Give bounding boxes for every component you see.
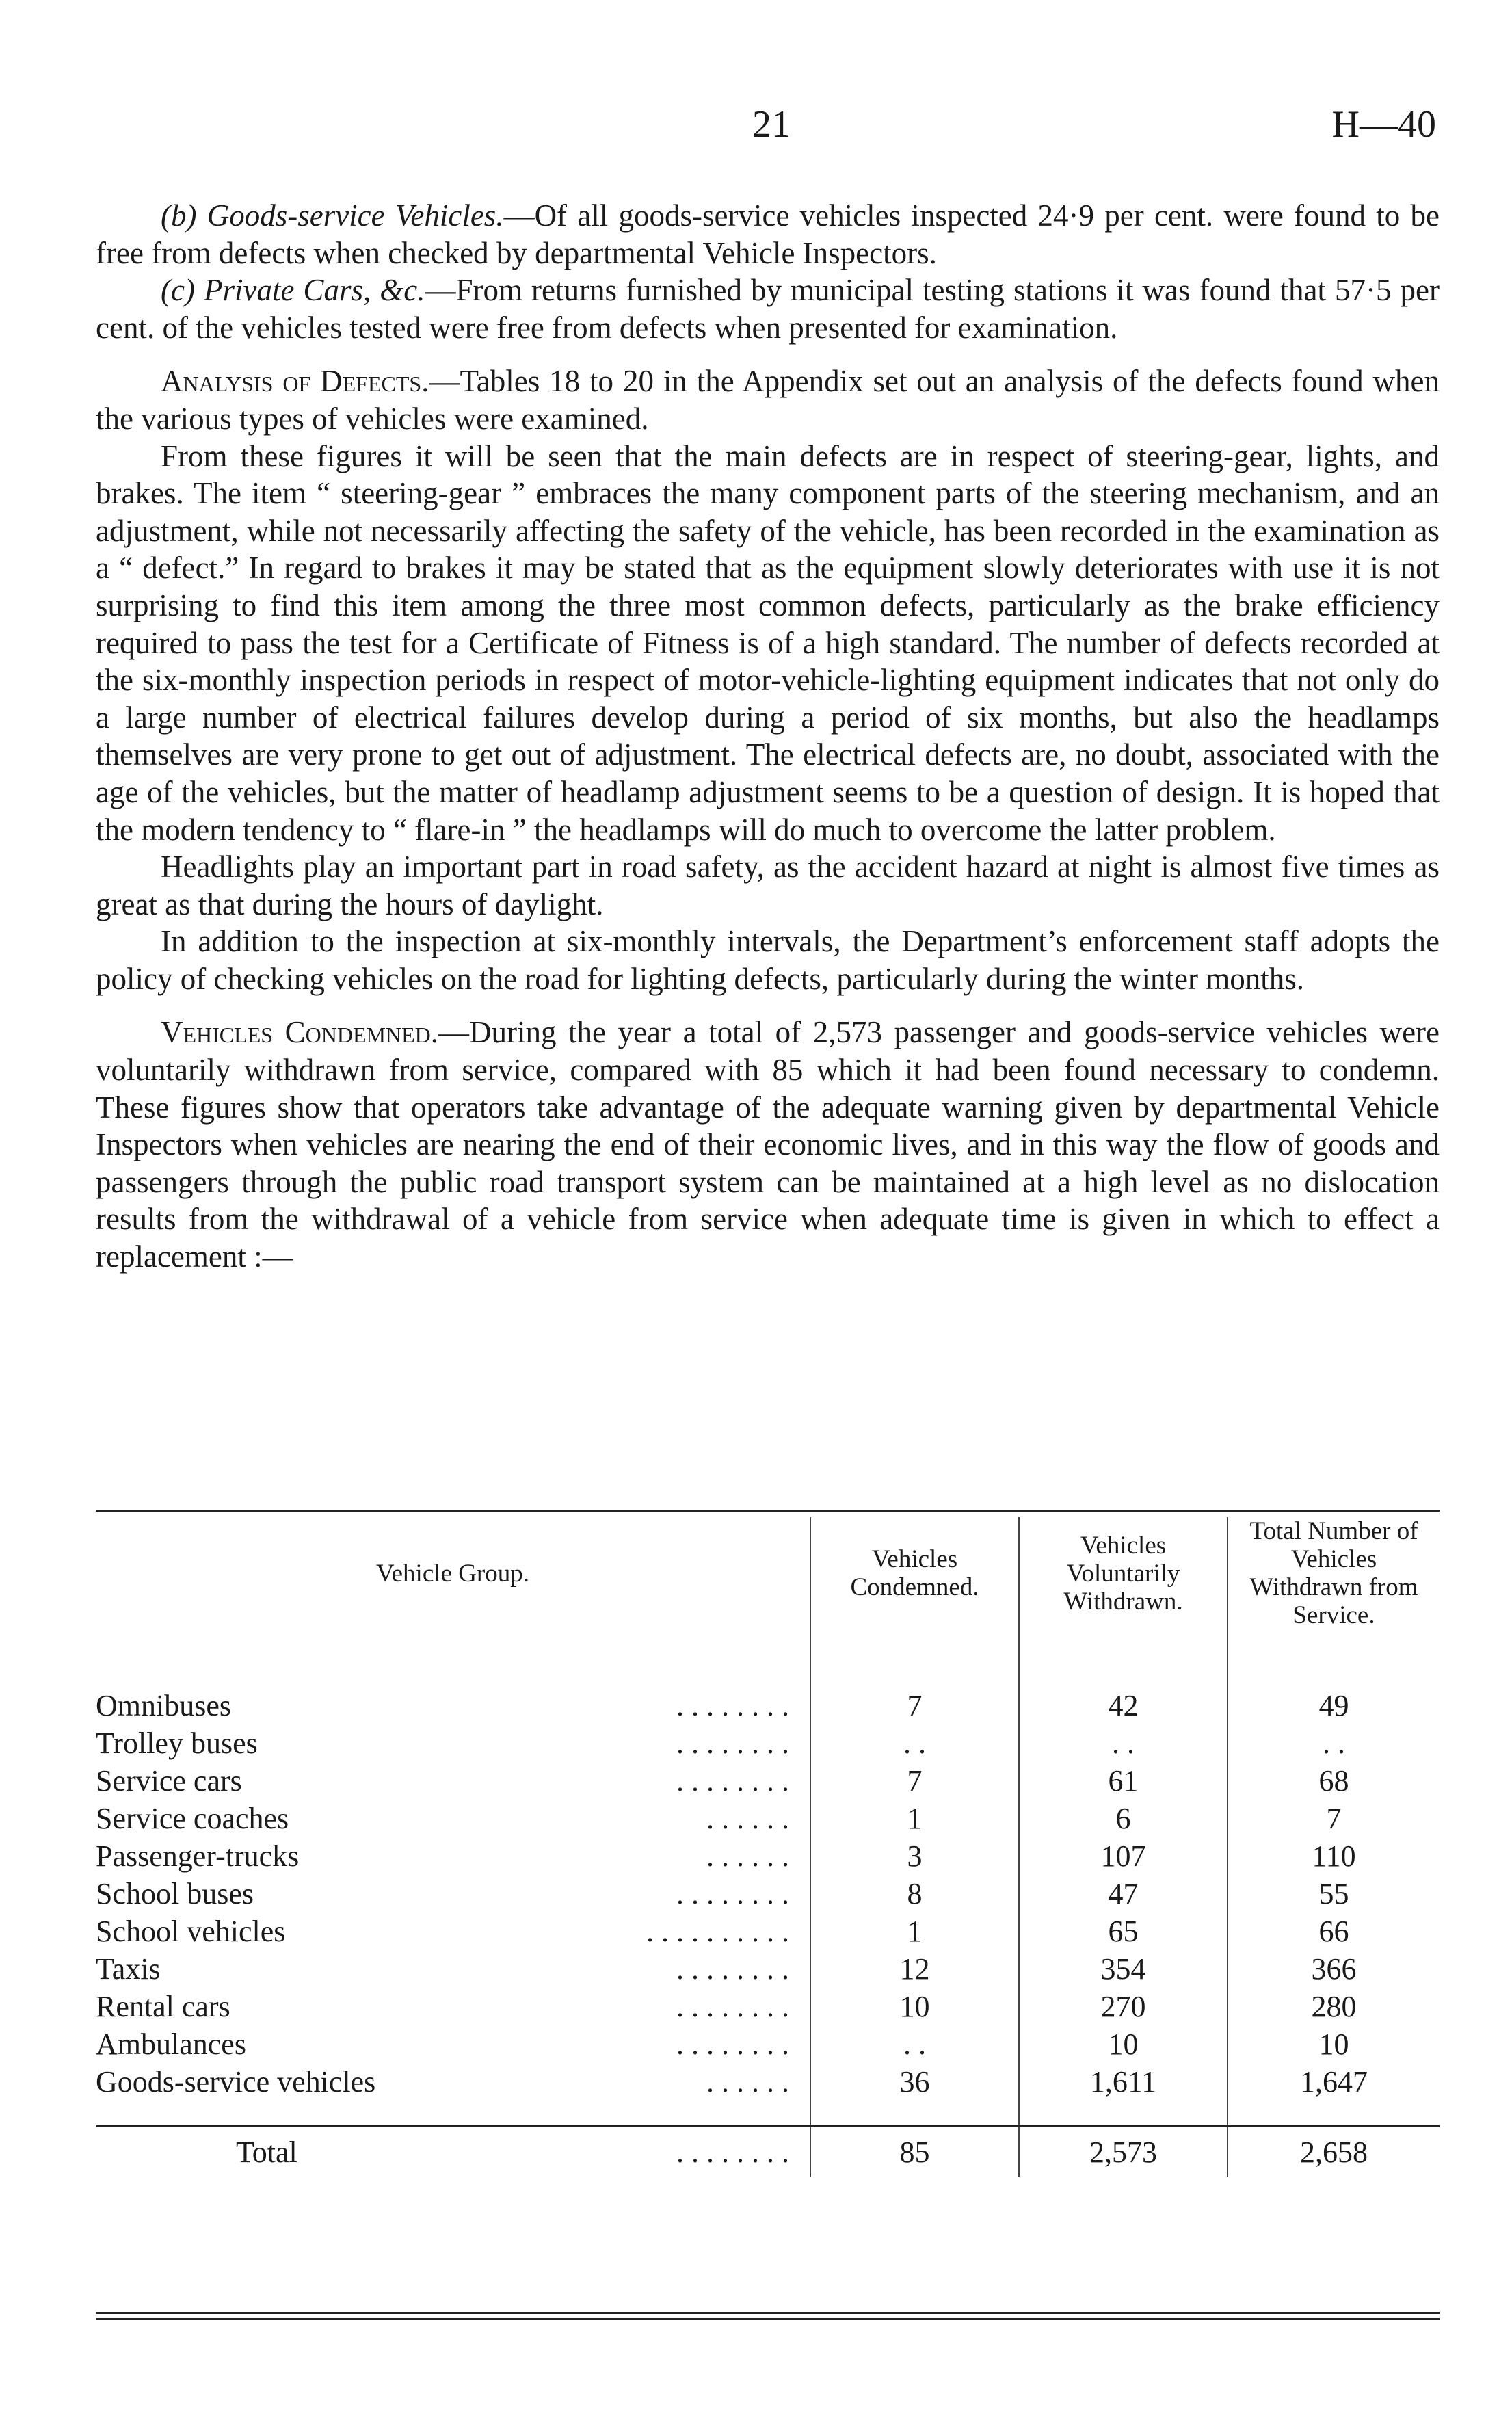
table-bottom-rule-inner	[96, 2318, 1440, 2320]
group-name: Passenger-trucks	[96, 1839, 300, 1873]
cell-total: 366	[1228, 1950, 1440, 1988]
vehicles-condemned-table	[96, 1517, 1440, 2177]
cell-group	[96, 1687, 810, 1724]
table-row	[96, 1837, 1440, 1875]
header-total-withdrawn: Total Number of Vehicles Withdrawn from Service.	[1228, 1517, 1440, 1629]
body-text	[96, 197, 1440, 1276]
cell-total: 280	[1228, 1988, 1440, 2025]
leader-dots: . . . . . .	[706, 1839, 789, 1873]
paragraph-text: —During the year a total of 2,573 passenger and goods-service vehicles were voluntarily withdrawn from service, compared with 85 which it had been found necessary to condemn. These figures show that operators take advantage of the adequate warning given by departmental Vehicle Inspectors when vehicles are nearing the end of their economic lives, and in this way the flow of goods and passengers through the public road transport system can be maintained at a high level as no dislocation results from the withdrawal of a vehicle from service when adequate time is given in which to effect a replacement :—	[96, 1015, 1440, 1274]
section-heading: Analysis of Defects.	[161, 364, 429, 399]
cell-condemned: 8	[810, 1875, 1019, 1913]
cell-total-withdrawn: 2,573	[1019, 2126, 1228, 2178]
leader-dots: . . . . . . . . . .	[646, 1915, 789, 1948]
group-name: Ambulances	[96, 2027, 246, 2061]
cell-withdrawn: 42	[1019, 1687, 1228, 1724]
table-spacer	[96, 1629, 1440, 1687]
table-row	[96, 1724, 1440, 1762]
leader-dots: . . . . . .	[706, 1802, 789, 1835]
cell-total-label	[96, 2126, 810, 2178]
group-name: Goods-service vehicles	[96, 2065, 376, 2099]
leader-dots: . . . . . . . .	[676, 1764, 789, 1798]
cell-group	[96, 2063, 810, 2101]
cell-withdrawn: . .	[1019, 1724, 1228, 1762]
header-vehicles-withdrawn: Vehicles Voluntarily Withdrawn.	[1019, 1517, 1228, 1629]
cell-withdrawn: 61	[1019, 1762, 1228, 1800]
table-row	[96, 1762, 1440, 1800]
paragraph-headlights: Headlights play an important part in road safety, as the accident hazard at night is almost five times as great as that during the hours of daylight.	[96, 850, 1440, 921]
cell-group	[96, 1988, 810, 2025]
table-row	[96, 1988, 1440, 2025]
group-name: Service cars	[96, 1764, 242, 1798]
cell-total: 7	[1228, 1800, 1440, 1837]
cell-group	[96, 1762, 810, 1800]
paragraph-private-cars	[96, 272, 1440, 346]
leader-dots: . . . . . .	[706, 2065, 789, 2099]
cell-total: 49	[1228, 1687, 1440, 1724]
paragraph-main-defects: From these figures it will be seen that the main defects are in respect of steering-gear, lights, and brakes. The item “ steering-gear ” embraces the many component parts of the steering mechanism, and an adjustment, while not necessarily affecting the safety of the vehicle, has been recorded in the examination as a “ defect.” In regard to brakes it may be stated that as the equipment slowly deteriorates with use it is not surprising to find this item among the three most common defects, particularly as the brake efficiency required to pass the test for a Certificate of Fitness is of a high standard. The number of defects recorded at the six-monthly inspection periods in respect of motor-vehicle-lighting equipment indicates that not only do a large number of electrical failures develop during a period of six months, but also the headlamps themselves are very prone to get out of adjustment. The electrical defects are, no doubt, associated with the age of the vehicles, but the matter of headlamp adjustment seems to be a question of design. It is hoped that the modern tendency to “ flare-in ” the headlamps will do much to overcome the latter problem.	[96, 438, 1440, 847]
page-header	[96, 103, 1436, 157]
leader-dots: . . . . . . . .	[676, 1990, 789, 2023]
cell-withdrawn: 6	[1019, 1800, 1228, 1837]
paragraph-analysis-of-defects	[96, 363, 1440, 437]
group-name: Rental cars	[96, 1990, 230, 2023]
group-name: Service coaches	[96, 1802, 289, 1835]
header-vehicle-group: Vehicle Group.	[376, 1559, 529, 1588]
cell-total: 55	[1228, 1875, 1440, 1913]
cell-condemned: 3	[810, 1837, 1019, 1875]
cell-group	[96, 2025, 810, 2063]
cell-condemned: 1	[810, 1800, 1019, 1837]
section-heading: Vehicles Condemned.	[161, 1015, 438, 1050]
cell-withdrawn: 65	[1019, 1913, 1228, 1950]
cell-condemned: 10	[810, 1988, 1019, 2025]
leader-dots: . . . . . . . .	[676, 1952, 789, 1986]
cell-group	[96, 1724, 810, 1762]
paragraph-vehicles-condemned	[96, 1014, 1440, 1275]
cell-total: 66	[1228, 1913, 1440, 1950]
cell-group	[96, 1837, 810, 1875]
group-name: Trolley buses	[96, 1726, 258, 1760]
group-name: School buses	[96, 1877, 254, 1910]
cell-total-condemned: 85	[810, 2126, 1019, 2178]
table-bottom-rule	[96, 2312, 1440, 2314]
paragraph-text: —Of all goods-service vehicles inspected 24·9 per cent. were found to be free from defects when checked by departmental Vehicle Inspectors.	[96, 198, 1440, 270]
cell-total: 110	[1228, 1837, 1440, 1875]
cell-withdrawn: 270	[1019, 1988, 1228, 2025]
cell-condemned: 36	[810, 2063, 1019, 2101]
table-spacer	[96, 2101, 1440, 2126]
paragraph-text: —From returns furnished by municipal testing stations it was found that 57·5 per cent. of the vehicles tested were free from defects when presented for examination.	[96, 273, 1440, 345]
cell-total-total: 2,658	[1228, 2126, 1440, 2178]
leader-dots: . . . . . . . .	[676, 1689, 789, 1722]
group-name: Taxis	[96, 1952, 161, 1986]
leader-dots: . . . . . . . .	[676, 1877, 789, 1910]
table-row	[96, 1913, 1440, 1950]
cell-condemned: 12	[810, 1950, 1019, 1988]
cell-withdrawn: 354	[1019, 1950, 1228, 1988]
cell-group	[96, 1950, 810, 1988]
table-row	[96, 2063, 1440, 2101]
paragraph-label: (c) Private Cars, &c.	[161, 273, 425, 308]
paragraph-text: —Tables 18 to 20 in the Appendix set out an analysis of the defects found when the various types of vehicles were examined.	[96, 364, 1440, 436]
cell-withdrawn: 10	[1019, 2025, 1228, 2063]
cell-withdrawn: 47	[1019, 1875, 1228, 1913]
cell-total: . .	[1228, 1724, 1440, 1762]
cell-condemned: 7	[810, 1762, 1019, 1800]
table-row	[96, 1687, 1440, 1724]
cell-condemned: . .	[810, 1724, 1019, 1762]
table-row	[96, 1950, 1440, 1988]
leader-dots: . . . . . . . .	[676, 2135, 789, 2169]
cell-group	[96, 1800, 810, 1837]
cell-group	[96, 1913, 810, 1950]
cell-withdrawn: 107	[1019, 1837, 1228, 1875]
document-reference: H—40	[1331, 103, 1436, 146]
cell-total: 10	[1228, 2025, 1440, 2063]
leader-dots: . . . . . . . .	[676, 1726, 789, 1760]
paragraph-enforcement: In addition to the inspection at six-monthly intervals, the Department’s enforcement staff adopts the policy of checking vehicles on the road for lighting defects, particularly during the winter months.	[96, 924, 1440, 996]
table-row	[96, 2025, 1440, 2063]
group-name: School vehicles	[96, 1915, 286, 1948]
cell-total: 68	[1228, 1762, 1440, 1800]
cell-group	[96, 1875, 810, 1913]
table-row	[96, 1875, 1440, 1913]
cell-condemned: 1	[810, 1913, 1019, 1950]
cell-total: 1,647	[1228, 2063, 1440, 2101]
table-top-rule	[96, 1510, 1440, 1512]
table-total-row	[96, 2126, 1440, 2178]
cell-withdrawn: 1,611	[1019, 2063, 1228, 2101]
paragraph-label: (b) Goods-service Vehicles.	[161, 198, 504, 233]
cell-condemned: . .	[810, 2025, 1019, 2063]
table-row	[96, 1800, 1440, 1837]
leader-dots: . . . . . . . .	[676, 2027, 789, 2061]
header-vehicles-condemned: Vehicles Condemned.	[810, 1517, 1019, 1629]
paragraph-goods-service	[96, 197, 1440, 272]
total-label: Total	[236, 2135, 297, 2169]
group-name: Omnibuses	[96, 1689, 231, 1722]
cell-condemned: 7	[810, 1687, 1019, 1724]
table-header-row	[96, 1517, 1440, 1629]
page-number: 21	[752, 103, 791, 146]
